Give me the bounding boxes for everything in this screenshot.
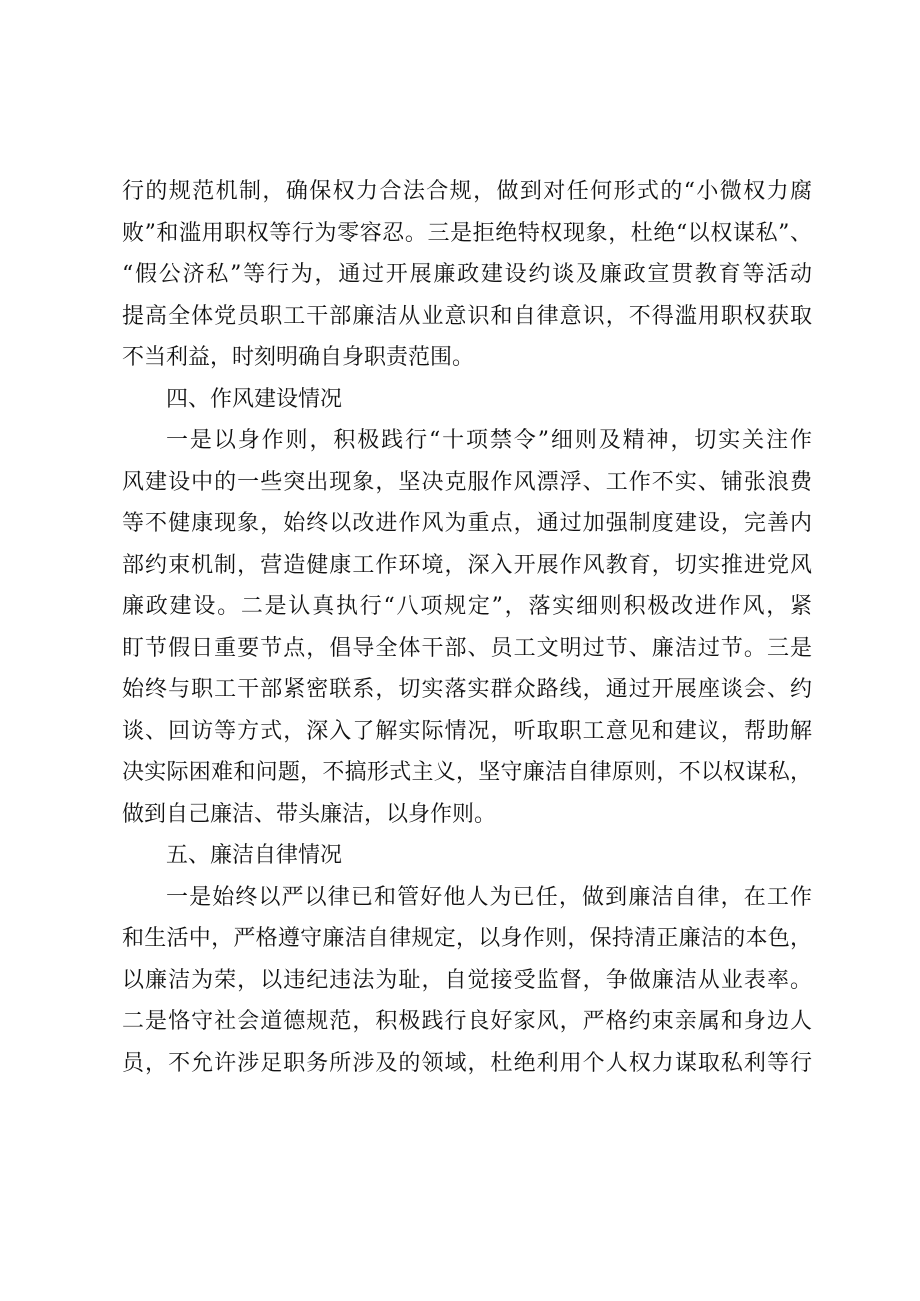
paragraph-self-discipline xyxy=(122,877,812,1085)
document-body xyxy=(122,171,812,1084)
text-line: 以廉洁为荣，以违纪违法为耻，自觉接受监督，争做廉洁从业表率。 xyxy=(122,967,812,993)
section-heading-5: 五、廉洁自律情况 xyxy=(166,843,343,868)
text-line: 二是恪守社会道德规范，积极践行良好家风，严格约束亲属和身边人 xyxy=(122,1009,812,1034)
text-line: 和生活中，严格遵守廉洁自律规定，以身作则，保持清正廉洁的本色， xyxy=(122,926,812,951)
section-heading-4: 四、作风建设情况 xyxy=(166,386,343,412)
text-line: 做到自己廉洁、带头廉洁，以身作则。 xyxy=(122,801,497,827)
text-line: “假公济私”等行为，通过开展廉政建设约谈及廉政宣贯教育等活动 xyxy=(122,262,812,287)
text-line: 始终与职工干部紧密联系，切实落实群众路线，通过开展座谈会、约 xyxy=(122,677,812,702)
text-line: 员，不允许涉足职务所涉及的领域，杜绝利用个人权力谋取私利等行 xyxy=(122,1050,812,1076)
text-line: 一是始终以严以律已和管好他人为已任，做到廉洁自律，在工作 xyxy=(166,884,812,910)
text-line: 决实际困难和问题，不搞形式主义，坚守廉洁自律原则，不以权谋私， xyxy=(122,760,812,785)
text-line: 谈、回访等方式，深入了解实际情况，听取职工意见和建议，帮助解 xyxy=(122,718,812,744)
text-line: 廉政建设。二是认真执行“八项规定”，落实细则积极改进作风，紧 xyxy=(122,594,812,619)
paragraph-continuation xyxy=(122,171,812,379)
text-line: 行的规范机制，确保权力合法合规，做到对任何形式的“小微权力腐 xyxy=(122,179,812,204)
text-line: 风建设中的一些突出现象，坚决克服作风漂浮、工作不实、铺张浪费 xyxy=(122,469,812,495)
text-line: 提高全体党员职工干部廉洁从业意识和自律意识，不得滥用职权获取 xyxy=(122,303,812,329)
text-line: 等不健康现象，始终以改进作风为重点，通过加强制度建设，完善内 xyxy=(122,511,812,536)
paragraph-work-style xyxy=(122,420,812,835)
text-line: 盯节假日重要节点，倡导全体干部、员工文明过节、廉洁过节。三是 xyxy=(122,635,812,661)
text-line: 一是以身作则，积极践行“十项禁令”细则及精神，切实关注作 xyxy=(166,428,812,453)
text-line: 败”和滥用职权等行为零容忍。三是拒绝特权现象，杜绝“以权谋私”、 xyxy=(122,220,812,246)
text-line: 部约束机制，营造健康工作环境，深入开展作风教育，切实推进党风 xyxy=(122,552,812,578)
text-line: 不当利益，时刻明确自身职责范围。 xyxy=(122,345,475,370)
